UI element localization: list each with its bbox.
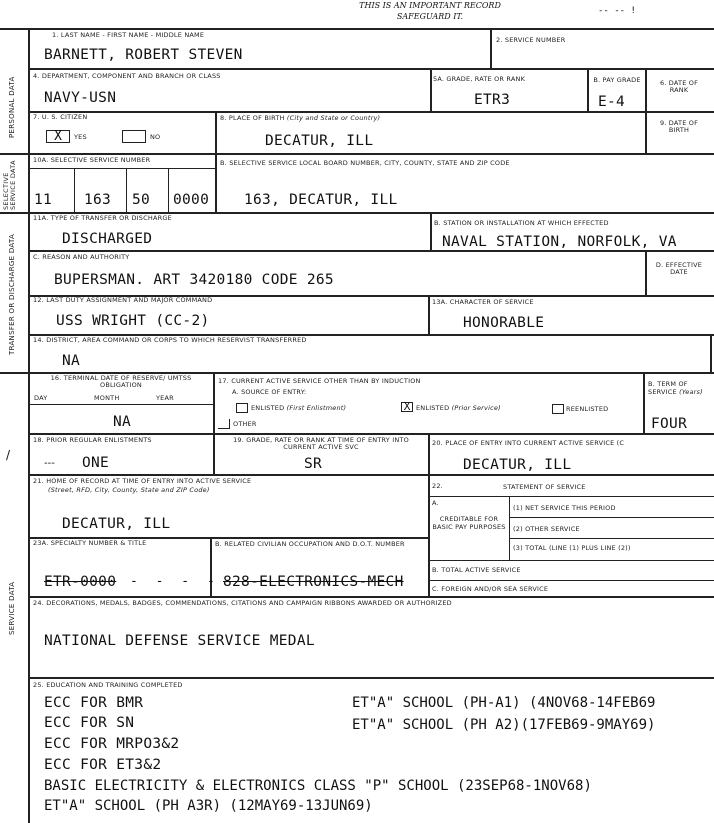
label-grade: 5A. GRADE, RATE OR RANK	[433, 75, 526, 83]
citizen-yes-checkbox[interactable]: X	[46, 130, 70, 143]
label-creditable: CREDITABLE FOR BASIC PAY PURPOSES	[432, 515, 506, 532]
rule-12	[28, 596, 714, 598]
label-civilian-occupation: B. RELATED CIVILIAN OCCUPATION AND D.O.T. NUMBER	[215, 540, 405, 548]
label-enlisted-first-note: (First Enlistment)	[286, 404, 347, 412]
div-14-end	[710, 334, 712, 372]
side-label-selective: SELECTIVE SERVICE DATA	[2, 160, 17, 210]
rule-9	[28, 433, 714, 435]
side-tick: /	[6, 448, 11, 462]
label-district: 14. DISTRICT, AREA COMMAND OR CORPS TO WHICH RESERVIST TRANSFERRED	[33, 336, 307, 344]
side-label-personal: PERSONAL DATA	[8, 76, 16, 138]
label-place-of-birth-text: 8. PLACE OF BIRTH	[220, 114, 285, 122]
value-term-of-service: FOUR	[651, 416, 688, 432]
label-place-of-birth	[220, 115, 380, 122]
label-22a: A.	[432, 499, 439, 507]
label-reason: C. REASON AND AUTHORITY	[33, 253, 130, 261]
value-department: NAVY-USN	[44, 90, 117, 106]
div-eff	[645, 250, 647, 295]
div-ss-3	[168, 168, 169, 212]
label-enlisted-first-text: ENLISTED	[251, 404, 285, 412]
label-reenlisted: REENLISTED	[566, 405, 609, 413]
prior-enlistments-dash: ---	[44, 458, 55, 469]
label-statement-of-service: STATEMENT OF SERVICE	[503, 483, 586, 491]
div-ss-2	[126, 168, 127, 212]
value-prior-enlistments: ONE	[82, 455, 110, 471]
value-type-of-transfer: DISCHARGED	[62, 231, 153, 247]
rule-top	[0, 28, 714, 30]
value-decorations: NATIONAL DEFENSE SERVICE MEDAL	[44, 633, 315, 649]
value-ss-number-3: 50	[132, 192, 151, 208]
label-ss-number: 10A. SELECTIVE SERVICE NUMBER	[33, 156, 151, 164]
value-district: NA	[62, 353, 81, 369]
value-home-of-record: DECATUR, ILL	[62, 516, 171, 532]
value-last-duty: USS WRIGHT (CC-2)	[56, 313, 210, 329]
div-grade	[587, 68, 589, 111]
rule-3	[0, 153, 714, 155]
label-education: 25. EDUCATION AND TRAINING COMPLETED	[33, 681, 183, 689]
reenlisted-checkbox[interactable]	[552, 404, 564, 414]
label-home-of-record-note: (Street, RFD, City, County, State and ZIP Code)	[48, 486, 210, 494]
value-character: HONORABLE	[463, 315, 545, 331]
div-ss	[215, 153, 217, 212]
rule-ss-sub	[28, 168, 215, 169]
label-station: B. STATION OR INSTALLATION AT WHICH EFFECTED	[434, 219, 609, 227]
education-item: ET"A" SCHOOL (PH A3R) (12MAY69-13JUN69)	[44, 798, 373, 814]
value-civilian-occupation: 828-ELECTRONICS-MECH	[223, 574, 404, 590]
label-current-active: 17. CURRENT ACTIVE SERVICE OTHER THAN BY INDUCTION	[218, 377, 421, 385]
education-item: ET"A" SCHOOL (PH-A1) (4NOV68-14FEB69	[352, 695, 656, 711]
div-ss-1	[74, 168, 75, 212]
value-grade-at-entry: SR	[304, 456, 323, 472]
label-net-service: (1) NET SERVICE THIS PERIOD	[513, 504, 616, 512]
label-date-of-rank: 6. DATE OF RANK	[659, 79, 699, 95]
label-grade-at-entry: 19. GRADE, RATE OR RANK AT TIME OF ENTRY INTO CURRENT ACTIVE SVC	[233, 436, 409, 452]
rule-22-e	[428, 580, 714, 581]
rule-13	[28, 677, 714, 679]
left-border	[28, 28, 30, 823]
rule-16-sub	[28, 404, 213, 405]
label-other: OTHER	[233, 420, 257, 428]
div-name	[490, 28, 492, 68]
side-label-transfer: TRANSFER OR DISCHARGE DATA	[8, 233, 16, 355]
header-important-record: THIS IS AN IMPORTANT RECORD	[359, 1, 501, 10]
label-type-of-transfer: 11A. TYPE OF TRANSFER OR DISCHARGE	[33, 214, 172, 222]
value-station: NAVAL STATION, NORFOLK, VA	[442, 234, 677, 250]
rule-22-b	[509, 517, 714, 518]
rule-22-a	[428, 496, 714, 497]
label-specialty: 23A. SPECIALTY NUMBER & TITLE	[33, 539, 147, 547]
education-item: ECC FOR SN	[44, 715, 135, 731]
value-reason: BUPERSMAN. ART 3420180 CODE 265	[54, 272, 334, 288]
label-enlisted-prior-text: ENLISTED	[416, 404, 450, 412]
div-16	[213, 372, 215, 474]
education-item: ECC FOR BMR	[44, 695, 144, 711]
specialty-dashes: - - - -	[130, 574, 220, 589]
label-prior-enlistments: 18. PRIOR REGULAR ENLISTMENTS	[33, 436, 152, 444]
rule-2	[28, 111, 714, 113]
education-item: ECC FOR MRPO3&2	[44, 736, 180, 752]
label-place-of-entry: 20. PLACE OF ENTRY INTO CURRENT ACTIVE SERVICE (C	[432, 439, 625, 447]
label-day: DAY	[34, 394, 48, 402]
div-rank	[645, 68, 647, 153]
label-home-of-record: 21. HOME OF RECORD AT TIME OF ENTRY INTO ACTIVE SERVICE	[33, 477, 252, 485]
value-terminal-date: NA	[113, 414, 132, 430]
value-specialty: ETR-0000	[44, 574, 117, 590]
rule-22-d	[428, 560, 714, 561]
label-service-number: 2. SERVICE NUMBER	[496, 36, 566, 44]
value-pay-grade: E-4	[598, 94, 626, 110]
label-term-of-service-text: B. TERM OF SERVICE	[648, 380, 688, 397]
label-date-of-birth: 9. DATE OF BIRTH	[659, 119, 699, 135]
label-last-duty: 12. LAST DUTY ASSIGNMENT AND MAJOR COMMAND	[33, 296, 213, 304]
div-22	[509, 496, 510, 560]
value-place-of-entry: DECATUR, ILL	[463, 457, 572, 473]
citizen-no-checkbox[interactable]	[122, 130, 146, 143]
label-other-service: (2) OTHER SERVICE	[513, 525, 580, 533]
label-terminal-date: 16. TERMINAL DATE OF RESERVE/ UMTSS OBLIGATION	[50, 374, 192, 390]
label-character: 13A. CHARACTER OF SERVICE	[432, 298, 534, 306]
label-no: NO	[150, 133, 161, 141]
header-mark: -- -- !	[598, 6, 636, 16]
label-22: 22.	[432, 482, 443, 490]
value-ss-number-1: 11	[34, 192, 53, 208]
education-item: BASIC ELECTRICITY & ELECTRONICS CLASS "P" SCHOOL (23SEP68-1NOV68)	[44, 778, 592, 794]
div-12	[428, 295, 430, 334]
div-citizen	[215, 111, 217, 153]
label-citizen: 7. U. S. CITIZEN	[33, 113, 88, 121]
enlisted-first-checkbox[interactable]	[236, 403, 248, 413]
value-place-of-birth: DECATUR, ILL	[265, 133, 374, 149]
label-enlisted-prior-note: (Prior Service)	[451, 404, 501, 412]
label-pay-grade: B. PAY GRADE	[593, 76, 641, 84]
side-label-service: SERVICE DATA	[8, 581, 16, 635]
label-department: 4. DEPARTMENT, COMPONENT AND BRANCH OR CLASS	[33, 72, 221, 80]
value-grade: ETR3	[474, 92, 511, 108]
label-term-of-service	[648, 380, 712, 396]
label-ss-board: B. SELECTIVE SERVICE LOCAL BOARD NUMBER, CITY, COUNTY, STATE AND ZIP CODE	[220, 159, 510, 167]
div-11	[430, 212, 432, 250]
value-ss-number-2: 163	[84, 192, 112, 208]
education-item: ET"A" SCHOOL (PH A2)(17FEB69-9MAY69)	[352, 717, 656, 733]
label-foreign-sea: C. FOREIGN AND/OR SEA SERVICE	[432, 585, 549, 593]
rule-10	[28, 474, 714, 476]
label-term-of-service-note: (Years)	[679, 388, 703, 397]
header-safeguard: SAFEGUARD IT.	[396, 12, 464, 21]
label-enlisted-first	[251, 405, 346, 412]
label-month: MONTH	[94, 394, 120, 402]
other-checkbox[interactable]	[218, 419, 230, 429]
rule-1	[28, 68, 714, 70]
value-ss-board: 163, DECATUR, ILL	[244, 192, 398, 208]
enlisted-prior-checkbox[interactable]: X	[401, 402, 413, 412]
div-dept	[430, 68, 432, 111]
label-total-line: (3) TOTAL (LINE (1) PLUS LINE (2))	[513, 544, 631, 552]
rule-5	[28, 250, 714, 252]
label-enlisted-prior	[416, 405, 501, 412]
education-item: ECC FOR ET3&2	[44, 757, 162, 773]
div-17b	[643, 372, 645, 433]
label-name: 1. LAST NAME - FIRST NAME - MIDDLE NAME	[52, 31, 205, 39]
value-name: BARNETT, ROBERT STEVEN	[44, 47, 243, 63]
label-year: YEAR	[156, 394, 174, 402]
rule-22-c	[509, 538, 714, 539]
label-place-of-birth-note: (City and State or Country)	[286, 114, 381, 122]
label-source-of-entry: A. SOURCE OF ENTRY:	[232, 388, 307, 396]
label-decorations: 24. DECORATIONS, MEDALS, BADGES, COMMENDATIONS, CITATIONS AND CAMPAIGN RIBBONS AWARDED OR AUTHORIZED	[33, 599, 452, 607]
value-ss-number-4: 0000	[173, 192, 210, 208]
label-total-active: B. TOTAL ACTIVE SERVICE	[432, 566, 521, 574]
label-effective-date: D. EFFECTIVE DATE	[655, 261, 703, 277]
label-yes: YES	[74, 133, 87, 141]
